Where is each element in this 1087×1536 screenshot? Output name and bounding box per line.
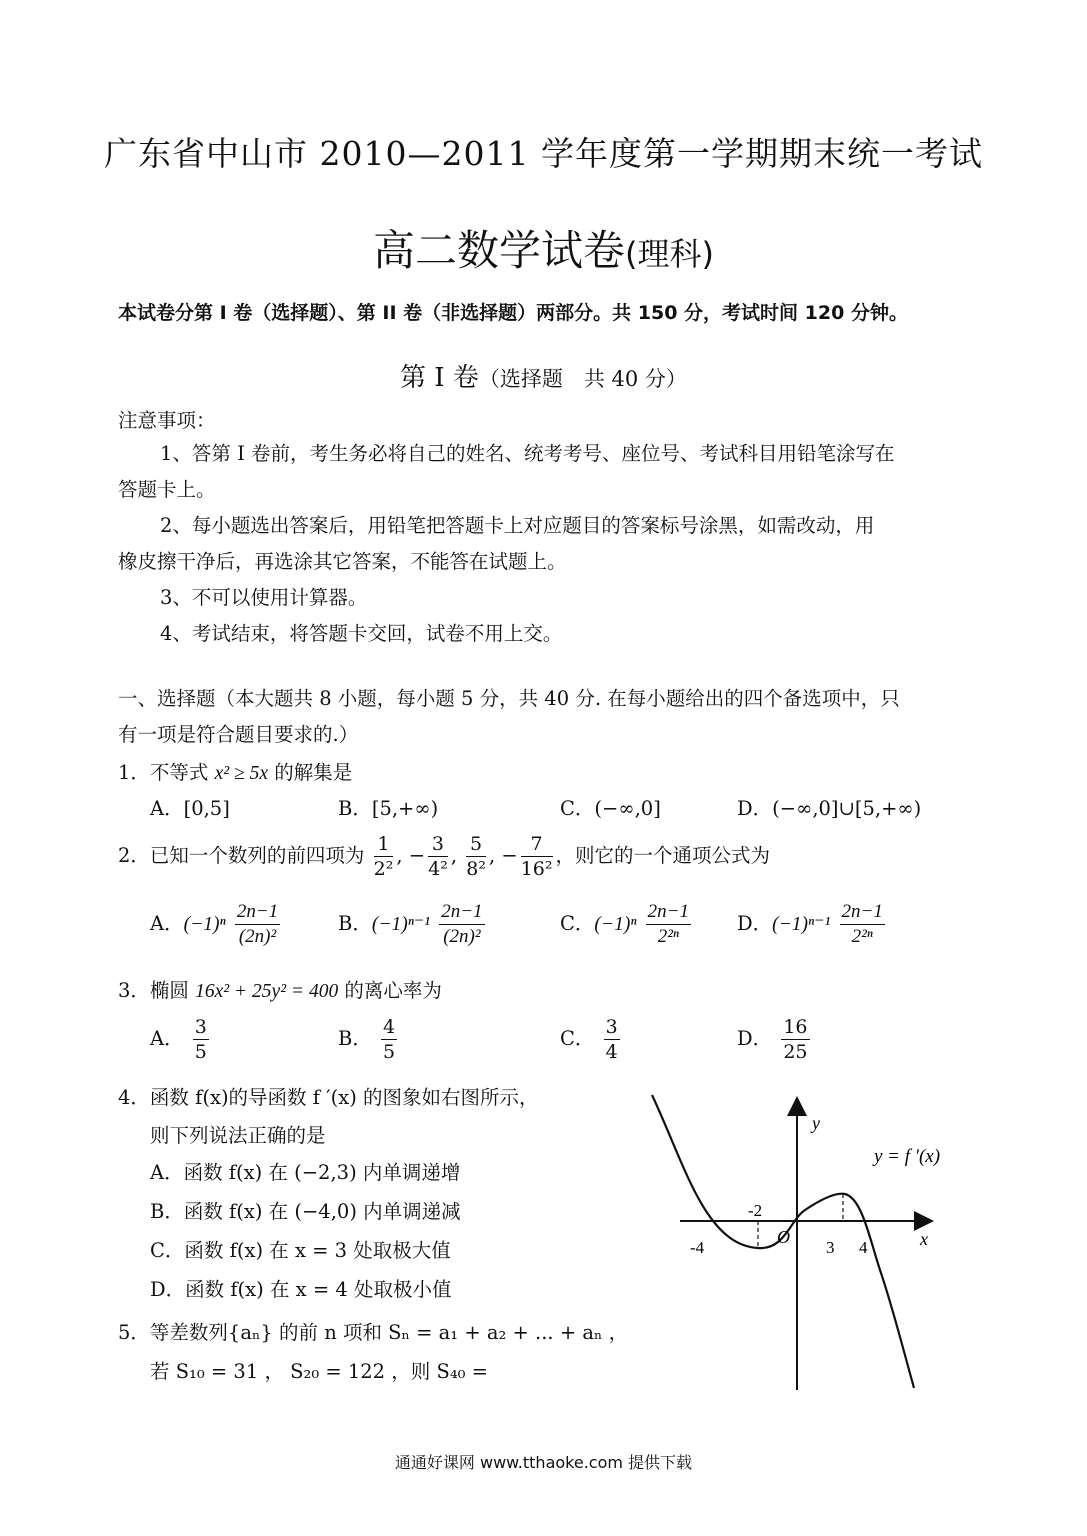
note-2-line-2: 橡皮擦干净后，再选涂其它答案，不能答在试题上。 [118,550,567,573]
option-a-denominator: (2n)² [238,926,277,947]
origin-label: O [777,1227,790,1247]
question-3-post: 的离心率为 [344,979,442,1002]
question-4-option-c: C．函数 f(x) 在 x = 3 处取极大值 [150,1239,451,1262]
option-d-fraction [781,1015,809,1064]
option-a-denominator: 5 [194,1041,207,1063]
option-a-coefficient: (−1)ⁿ [183,914,226,935]
option-b-denominator: (2n)² [443,926,481,947]
term-2-denominator: 4² [428,858,448,880]
question-3-option-d [737,1015,813,1064]
option-d-denominator: 25 [783,1041,808,1063]
part-title-sub: （选择题 共 40 分） [478,367,687,391]
derivative-graph [640,1080,960,1400]
footer-credit: 通通好课网 www.tthaoke.com 提供下载 [394,1453,693,1472]
option-c-coefficient: (−1)ⁿ [594,914,637,935]
option-b-numerator: 4 [383,1016,396,1038]
question-1-stem [118,757,352,785]
tick-label-4: 4 [859,1238,868,1257]
option-a-numerator: 3 [194,1016,207,1038]
term-1-denominator: 2² [373,858,394,880]
term-3-numerator: 5 [466,832,486,857]
question-4-line-2: 则下列说法正确的是 [150,1124,326,1147]
question-1-option-c: C．(−∞,0] [560,797,661,820]
option-b-fraction [381,1015,397,1064]
term-1-numerator: 1 [374,832,394,857]
option-d-label: D． [737,1027,773,1050]
option-d-numerator: 2n−1 [840,900,885,925]
question-4-line-1: 函数 f(x)的导函数 f ′(x) 的图象如右图所示， [149,1086,539,1109]
note-3: 3、不可以使用计算器。 [160,586,368,609]
option-c-numerator: 2n−1 [646,900,691,925]
question-5-line-2: 若 S₁₀ = 31 ， S₂₀ = 122 ，则 S₄₀ = [150,1360,489,1383]
option-a-numerator: 2n−1 [235,900,280,925]
question-1-number: 1． [118,761,150,784]
question-1-option-a: A．[0,5] [150,797,230,820]
part-title [0,357,1087,394]
exam-title: 广东省中山市 2010—2011 学年度第一学期期末统一考试 [104,134,983,173]
option-a-label: A． [150,1027,184,1050]
note-1-line-2: 答题卡上。 [118,478,216,501]
option-c-denominator: 2²ⁿ [657,926,679,947]
option-d-coefficient: (−1)ⁿ⁻¹ [772,914,831,935]
question-3-pre: 椭圆 [149,979,189,1002]
question-2-post: ，则它的一个通项公式为 [555,844,771,867]
option-a-fraction [193,1015,209,1064]
question-2-number: 2． [118,844,150,867]
question-1-pre: 不等式 [149,761,209,784]
option-b-numerator: 2n−1 [439,900,484,925]
option-c-fraction [646,900,691,949]
option-b-denominator: 5 [383,1041,396,1063]
question-4-option-b: B．函数 f(x) 在 (−4,0) 内单调递减 [150,1200,461,1223]
note-1-line-1: 1、答第 I 卷前，考生务必将自己的姓名、统考考号、座位号、考试科目用铅笔涂写在 [160,442,895,465]
function-label: y = f ′(x) [874,1146,941,1167]
option-c-label: C． [560,1027,595,1050]
question-3-option-a [150,1015,212,1064]
option-b-label: B． [338,1027,372,1050]
question-1-post: 的解集是 [274,761,353,784]
question-2-pre: 已知一个数列的前四项为 [149,844,365,867]
paper-title [0,218,1087,278]
option-c-fraction [604,1015,620,1064]
question-1-option-b: B．[5,+∞) [338,797,439,820]
option-d-fraction [840,900,885,949]
question-4-stem [118,1082,539,1110]
term-2-numerator: 3 [428,832,448,857]
question-3-stem [118,975,442,1003]
question-3-number: 3． [118,979,150,1002]
tick-label-neg2: -2 [748,1201,763,1220]
question-2-option-a [150,900,283,949]
option-b-label: B． [338,912,372,935]
option-b-fraction [439,900,484,949]
tick-label-3: 3 [826,1238,835,1257]
term-4-denominator: 16² [520,858,553,880]
option-c-denominator: 4 [605,1041,618,1063]
option-d-denominator: 2²ⁿ [851,926,873,947]
term-3-denominator: 8² [466,858,486,880]
question-2-term-4 [521,832,553,881]
question-4-option-d: D．函数 f(x) 在 x = 4 处取极小值 [150,1278,452,1301]
section-1-heading-line-1: 一、选择题（本大题共 8 小题，每小题 5 分，共 40 分. 在每小题给出的四个备选项中，只 [118,687,900,710]
question-4-number: 4． [118,1086,150,1109]
question-3-option-b [338,1015,400,1064]
question-2-option-b [338,900,488,949]
question-5-stem [118,1317,628,1345]
term-4-numerator: 7 [521,832,553,857]
tick-label-neg4: -4 [690,1238,705,1257]
question-5-line-1: 等差数列{aₙ} 的前 n 项和 Sₙ = a₁ + a₂ + ... + aₙ ， [149,1321,629,1344]
question-2-term-3 [466,832,486,881]
question-2-option-c [560,900,694,949]
question-2-term-1 [374,832,394,881]
y-axis-label: y [812,1113,820,1133]
question-3-option-c [560,1015,623,1064]
question-5-number: 5． [118,1321,150,1344]
question-1-option-d: D．(−∞,0]∪[5,+∞) [737,797,922,820]
question-2-term-2 [428,832,448,881]
note-4: 4、考试结束，将答题卡交回，试卷不用上交。 [160,622,563,645]
question-2-option-d [737,900,888,949]
question-4-option-a: A．函数 f(x) 在 (−2,3) 内单调递增 [150,1161,461,1184]
notes-heading: 注意事项： [118,409,216,432]
note-2-line-1: 2、每小题选出答案后，用铅笔把答题卡上对应题目的答案标号涂黑，如需改动，用 [160,514,875,537]
paper-title-main: 高二数学试卷 [373,226,626,275]
paper-title-paren: (理科) [625,235,714,273]
exam-intro: 本试卷分第 I 卷（选择题）、第 II 卷（非选择题）两部分。共 150 分，考试时间 120 分钟。 [118,302,908,324]
option-b-coefficient: (−1)ⁿ⁻¹ [371,914,431,935]
option-c-numerator: 3 [605,1016,618,1038]
option-c-label: C． [560,912,595,935]
option-d-label: D． [737,912,773,935]
x-axis-label: x [920,1229,928,1249]
question-1-expression: x² ≥ 5x [214,763,268,784]
option-a-label: A． [150,912,184,935]
question-3-expression: 16x² + 25y² = 400 [195,981,339,1002]
option-a-fraction [235,900,280,949]
question-2-stem: 2．已知一个数列的前四项为 $\frac{1}{\text{2²}}$ , − $\frac{3}{\text{4²}}$ , $\frac{5}{\text{8²}}$ , − $\frac{7}{\text{16²}}$ ，则它的一个通项公式为 [118,833,771,880]
section-1-heading-line-2: 有一项是符合题目要求的.） [118,723,359,746]
part-title-main: 第 I 卷 [400,363,479,393]
option-d-numerator: 16 [783,1016,808,1038]
